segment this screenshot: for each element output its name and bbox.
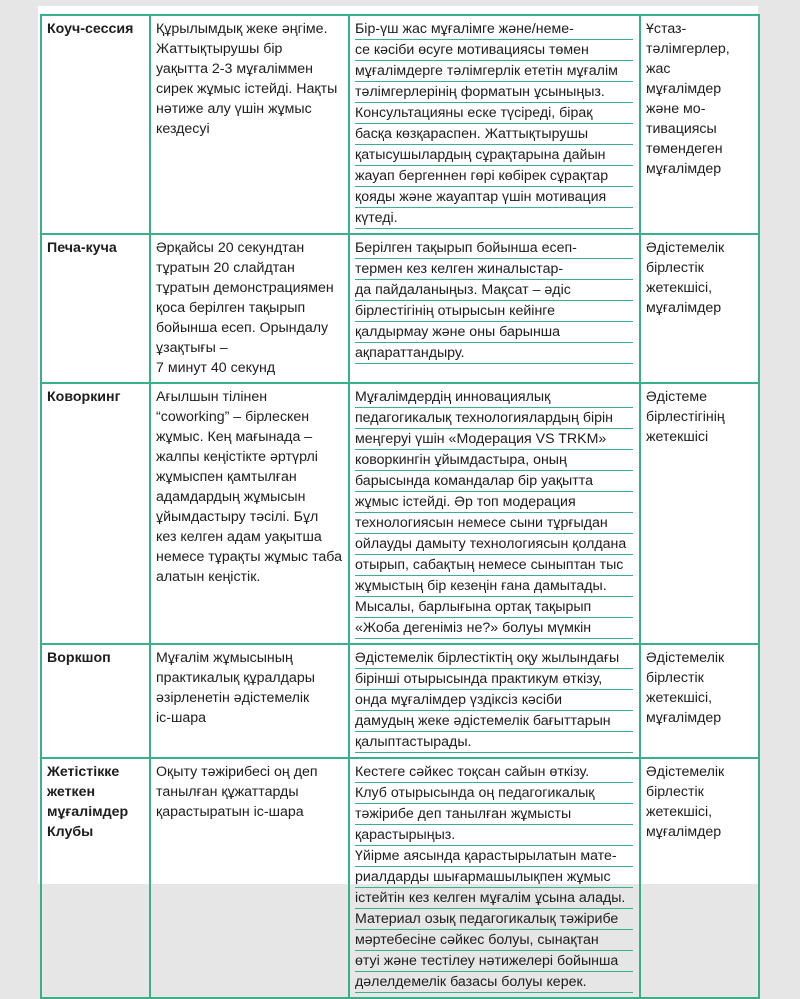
text-line: Ағылшын тілінен <box>156 389 268 405</box>
text-line: тивациясы <box>646 121 717 137</box>
recommendation-cell <box>349 383 640 644</box>
text-line: жетекшісі, <box>646 804 713 820</box>
text-line: қояды және жауаптар үшін мотивация <box>355 187 633 208</box>
text-line: Мұғалімдердің инновациялық <box>355 387 633 408</box>
recommendation-cell <box>349 644 640 758</box>
participants-cell <box>640 234 759 383</box>
text-line: Мысалы, барлығына ортақ тақырып <box>355 597 633 618</box>
term-cell <box>41 644 150 758</box>
text-line: Печа-куча <box>47 240 117 256</box>
text-line: жұмыстың бір кезеңін ғана дамытады. <box>355 576 633 597</box>
text-line: қарастырыңыз. <box>355 825 633 846</box>
text-line: Әдістемелік <box>646 650 725 666</box>
text-line: жалпы кеңістікте әртүрлі <box>156 449 318 465</box>
text-line: онда мұғалімдер үздіксіз кәсіби <box>355 690 633 711</box>
text-line: Коворкинг <box>47 389 121 405</box>
text-line: жұмыс істейді. Әр топ модерация <box>355 492 633 513</box>
text-line: мұғалімдер <box>646 824 722 840</box>
text-line: мұғалімдер <box>646 300 722 316</box>
text-line: “coworking” – бірлескен <box>156 409 310 425</box>
description-cell <box>150 644 349 758</box>
text-line: ойлауды дамыту технологиясын қолдана <box>355 534 633 555</box>
text-line: Воркшоп <box>47 650 111 666</box>
text-line: тәлімгерлер, <box>646 41 730 57</box>
table-row <box>41 383 759 644</box>
text-line: мұғалімдер <box>646 710 722 726</box>
participants-cell <box>640 644 759 758</box>
text-line: жауап бергеннен гөрі көбірек сұрақтар <box>355 166 633 187</box>
text-line: Үйірме аясында қарастырылатын мате- <box>355 846 633 867</box>
text-line: Жетістікке <box>47 764 120 780</box>
text-line: Әдістемелік <box>646 764 725 780</box>
text-line: күтеді. <box>355 208 633 229</box>
text-line: мұғалімдер <box>646 161 722 177</box>
document-page <box>38 6 758 990</box>
description-cell <box>150 383 349 644</box>
text-line: сирек жұмыс істейді. Нақты <box>156 81 338 97</box>
text-line: 7 минут 40 секунд <box>156 360 276 376</box>
text-line: бірлестік <box>646 670 704 686</box>
table-row <box>41 758 759 998</box>
description-cell <box>150 15 349 234</box>
text-line: бойынша есеп. Орындалу <box>156 320 329 336</box>
text-line: ұзақтығы – <box>156 340 228 356</box>
text-line: тұратын демонстрациямен <box>156 280 334 296</box>
text-line: жетекшісі <box>646 429 709 445</box>
text-line: Әдістеме <box>646 389 708 405</box>
table-row <box>41 15 759 234</box>
text-line: риалдарды шығармашылықпен жұмыс <box>355 867 633 888</box>
text-line: уақытта 2-3 мұғаліммен <box>156 61 313 77</box>
text-line: қалыптастырады. <box>355 732 633 753</box>
text-line: әзірленетін әдістемелік <box>156 690 310 706</box>
participants-cell <box>640 15 759 234</box>
text-line: бірінші отырысында практикум өткізу, <box>355 669 633 690</box>
text-line: жұмыспен қамтылған <box>156 469 297 485</box>
text-line: коворкингін ұйымдастыра, оның <box>355 450 633 471</box>
description-cell <box>150 234 349 383</box>
text-line: Кестеге сәйкес тоқсан сайын өткізу. <box>355 762 633 783</box>
text-line: Әрқайсы 20 секундтан <box>156 240 305 256</box>
text-line: тәлімгерлерінің форматын ұсыныңыз. <box>355 82 633 103</box>
text-line: Клуб отырысында оң педагогикалық <box>355 783 633 804</box>
text-line: тәжірибе деп танылған жұмысты <box>355 804 633 825</box>
term-cell <box>41 234 150 383</box>
text-line: қоса берілген тақырып <box>156 300 306 316</box>
term-cell <box>41 15 150 234</box>
text-line: Жаттықтырушы бір <box>156 41 283 57</box>
text-line: жетекшісі, <box>646 690 713 706</box>
text-line: қалдырмау және оны барынша <box>355 322 633 343</box>
text-line: Оқыту тәжірибесі оң деп <box>156 764 318 780</box>
text-line: танылған құжаттарды <box>156 784 299 800</box>
participants-cell <box>640 383 759 644</box>
text-line: және мо- <box>646 101 706 117</box>
description-cell <box>150 758 349 998</box>
text-line: технологиясын немесе сыни тұрғыдан <box>355 513 633 534</box>
text-line: дамудың жеке әдістемелік бағыттарын <box>355 711 633 732</box>
term-cell <box>41 383 150 644</box>
text-line: басқа көзқараспен. Жаттықтырушы <box>355 124 633 145</box>
text-line: да пайдаланыңыз. Мақсат – әдіс <box>355 280 633 301</box>
text-line: отырып, сабақтың немесе сыныптан тыс <box>355 555 633 576</box>
methods-table <box>40 14 760 999</box>
text-line: барысында командалар бір уақытта <box>355 471 633 492</box>
text-line: Берілген тақырып бойынша есеп- <box>355 238 633 259</box>
recommendation-cell <box>349 234 640 383</box>
table-row <box>41 644 759 758</box>
text-line: мұғалімдерге тәлімгерлік ететін мұғалім <box>355 61 633 82</box>
text-line: мұғалімдер <box>47 804 129 820</box>
text-line: нәтиже алу үшін жұмыс <box>156 101 312 117</box>
text-line: жұмыс. Кең мағынада – <box>156 429 313 445</box>
text-line: қарастыратын іс-шара <box>156 804 304 820</box>
text-line: ақпараттандыру. <box>355 343 633 364</box>
text-line: меңгеруі үшін «Модерация VS TRKM» <box>355 429 633 450</box>
recommendation-cell <box>349 758 640 998</box>
text-line: Әдістемелік <box>646 240 725 256</box>
text-line: бірлестігінің <box>646 409 725 425</box>
text-line: қатысушылардың сұрақтарына дайын <box>355 145 633 166</box>
text-line: ұйымдастыру тәсілі. Бұл <box>156 509 319 525</box>
text-line: Әдістемелік бірлестіктің оқу жылындағы <box>355 648 633 669</box>
text-line: мұғалімдер <box>646 81 722 97</box>
text-line: алатын кеңістік. <box>156 569 261 585</box>
text-line: немесе тұрақты жұмыс таба <box>156 549 343 565</box>
text-line: «Жоба дегеніміз не?» болуы мүмкін <box>355 618 633 639</box>
text-line: іс-шара <box>156 710 207 726</box>
text-line: Мұғалім жұмысының <box>156 650 293 666</box>
text-line: Коуч-сессия <box>47 21 134 37</box>
text-line: Материал озық педагогикалық тәжірибе <box>355 909 633 930</box>
text-line: істейтін кез келген мұғалім ұсына алады. <box>355 888 633 909</box>
text-line: Ұстаз- <box>646 21 687 37</box>
text-line: кез келген адам уақытша <box>156 529 322 545</box>
term-cell <box>41 758 150 998</box>
text-line: се кәсіби өсуге мотивациясы төмен <box>355 40 633 61</box>
text-line: адамдардың жұмысын <box>156 489 306 505</box>
text-line: практикалық құралдары <box>156 670 315 686</box>
text-line: Құрылымдық жеке әңгіме. <box>156 21 328 37</box>
text-line: бірлестік <box>646 260 704 276</box>
text-line: Бір-үш жас мұғалімге және/неме- <box>355 19 633 40</box>
text-line: термен кез келген жиналыстар- <box>355 259 633 280</box>
text-line: жеткен <box>47 784 96 800</box>
text-line: жас <box>646 61 671 77</box>
text-line: мәртебесіне сәйкес болуы, сынақтан <box>355 930 633 951</box>
text-line: педагогикалық технологиялардың бірін <box>355 408 633 429</box>
text-line: өтуі және тестілеу нәтижелері бойынша <box>355 951 633 972</box>
text-line: тұратын 20 слайдтан <box>156 260 295 276</box>
text-line: Консультацияны еске түсіреді, бірақ <box>355 103 633 124</box>
text-line: төмендеген <box>646 141 723 157</box>
participants-cell <box>640 758 759 998</box>
text-line: кездесуі <box>156 121 210 137</box>
text-line: жетекшісі, <box>646 280 713 296</box>
text-line: бірлестігінің отырысын кейінге <box>355 301 633 322</box>
recommendation-cell <box>349 15 640 234</box>
text-line: бірлестік <box>646 784 704 800</box>
table-row <box>41 234 759 383</box>
text-line: Клубы <box>47 824 94 840</box>
text-line: дәлелдемелік базасы болуы керек. <box>355 972 633 993</box>
